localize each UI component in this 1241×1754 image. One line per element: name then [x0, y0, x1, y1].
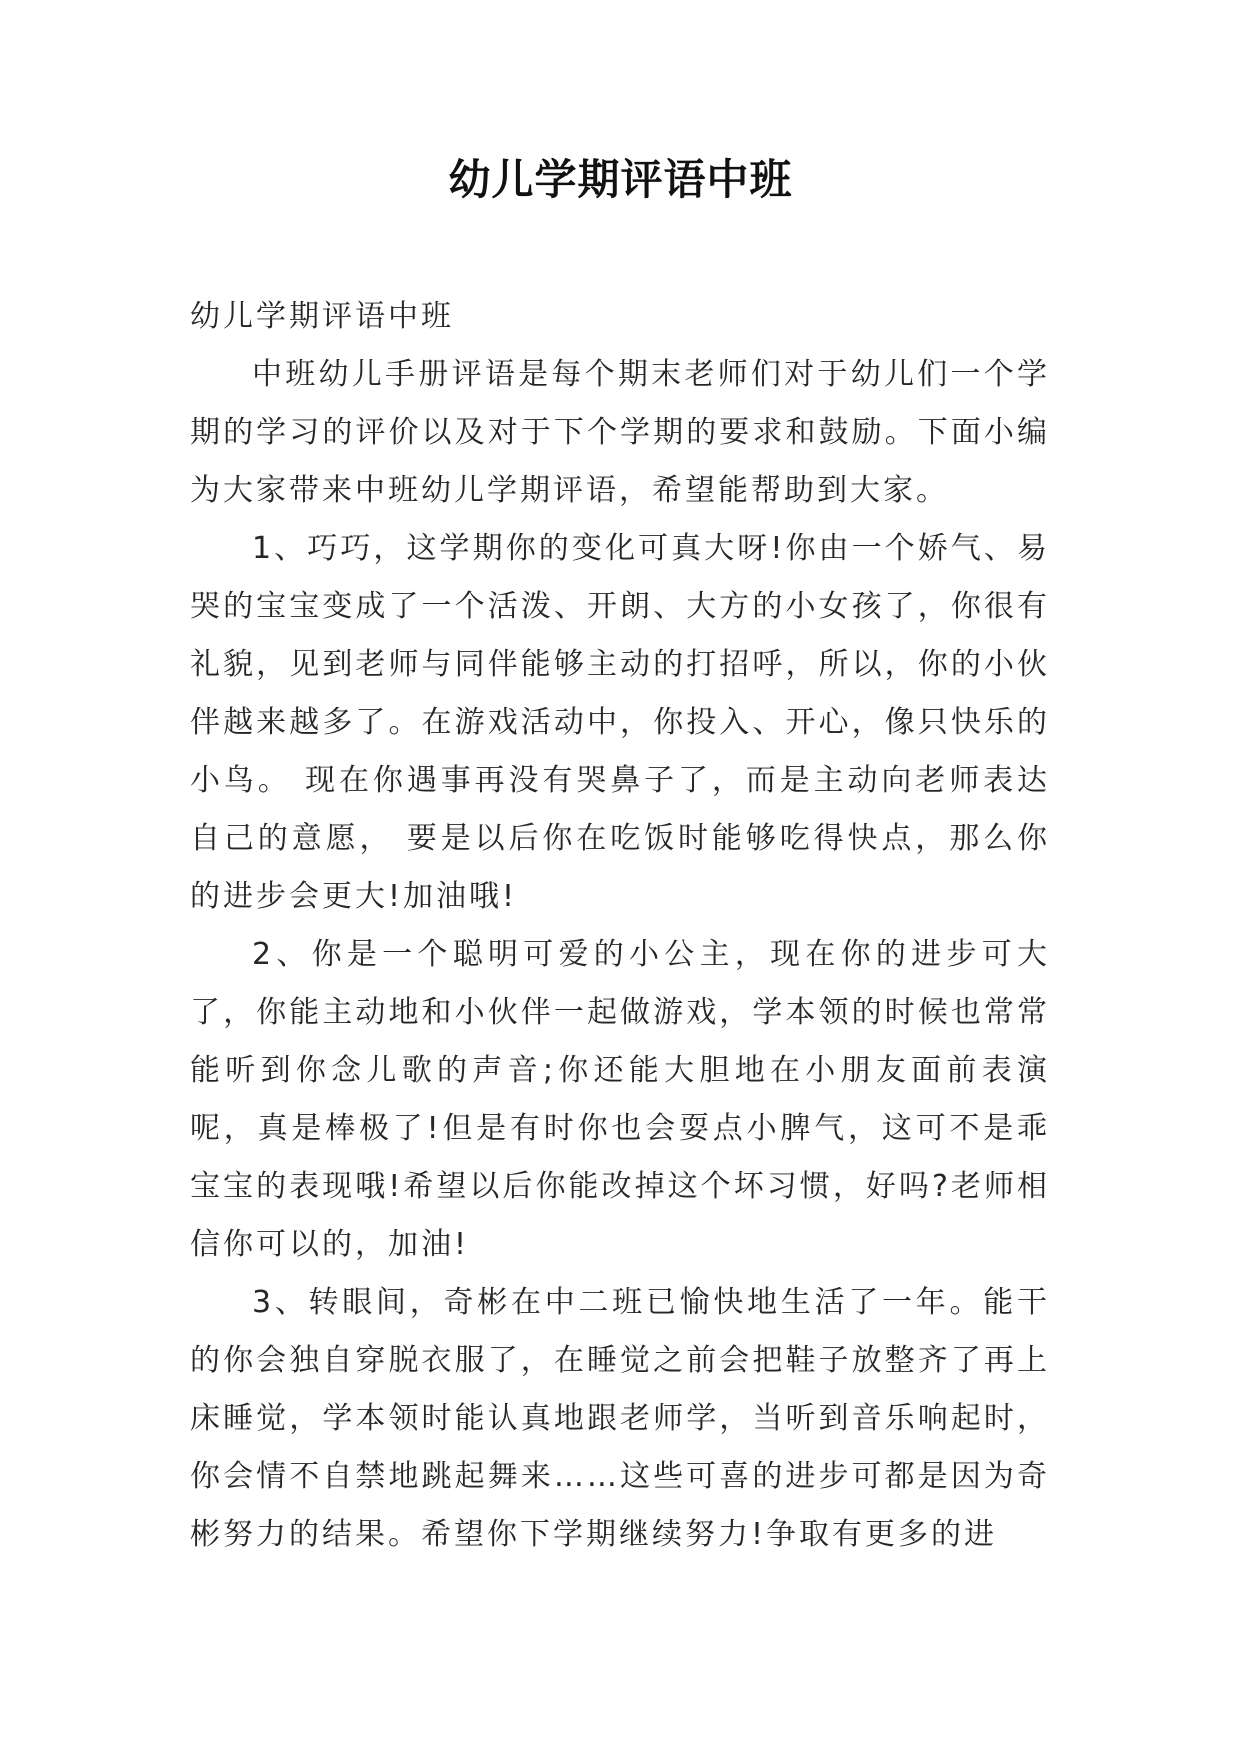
paragraph-intro: 中班幼儿手册评语是每个期末老师们对于幼儿们一个学期的学习的评价以及对于下个学期的要求和鼓励。下面小编为大家带来中班幼儿学期评语，希望能帮助到大家。 [190, 357, 1050, 508]
paragraph-comment-3: 3、转眼间，奇彬在中二班已愉快地生活了一年。能干的你会独自穿脱衣服了，在睡觉之前会把鞋子放整齐了再上床睡觉，学本领时能认真地跟老师学，当听到音乐响起时，你会情不自禁地跳起舞来……这些可喜的进步可都是因为奇彬努力的结果。希望你下学期继续努力!争取有更多的进 [190, 1285, 1050, 1552]
document-subtitle: 幼儿学期评语中班 [190, 299, 454, 334]
document-body [190, 288, 1050, 1564]
document-title: 幼儿学期评语中班 [448, 155, 793, 204]
paragraph-comment-2: 2、你是一个聪明可爱的小公主，现在你的进步可大了，你能主动地和小伙伴一起做游戏，学本领的时候也常常能听到你念儿歌的声音;你还能大胆地在小朋友面前表演呢，真是棒极了!但是有时你也会耍点小脾气，这可不是乖宝宝的表现哦!希望以后你能改掉这个坏习惯，好吗?老师相信你可以的，加油! [190, 937, 1050, 1262]
paragraph-comment-1: 1、巧巧，这学期你的变化可真大呀!你由一个娇气、易哭的宝宝变成了一个活泼、开朗、大方的小女孩了，你很有礼貌，见到老师与同伴能够主动的打招呼，所以，你的小伙伴越来越多了。在游戏活动中，你投入、开心，像只快乐的小鸟。 现在你遇事再没有哭鼻子了，而是主动向老师表达自己的意愿， 要是以后你在吃饭时能够吃得快点，那么你的进步会更大!加油哦! [190, 531, 1050, 914]
